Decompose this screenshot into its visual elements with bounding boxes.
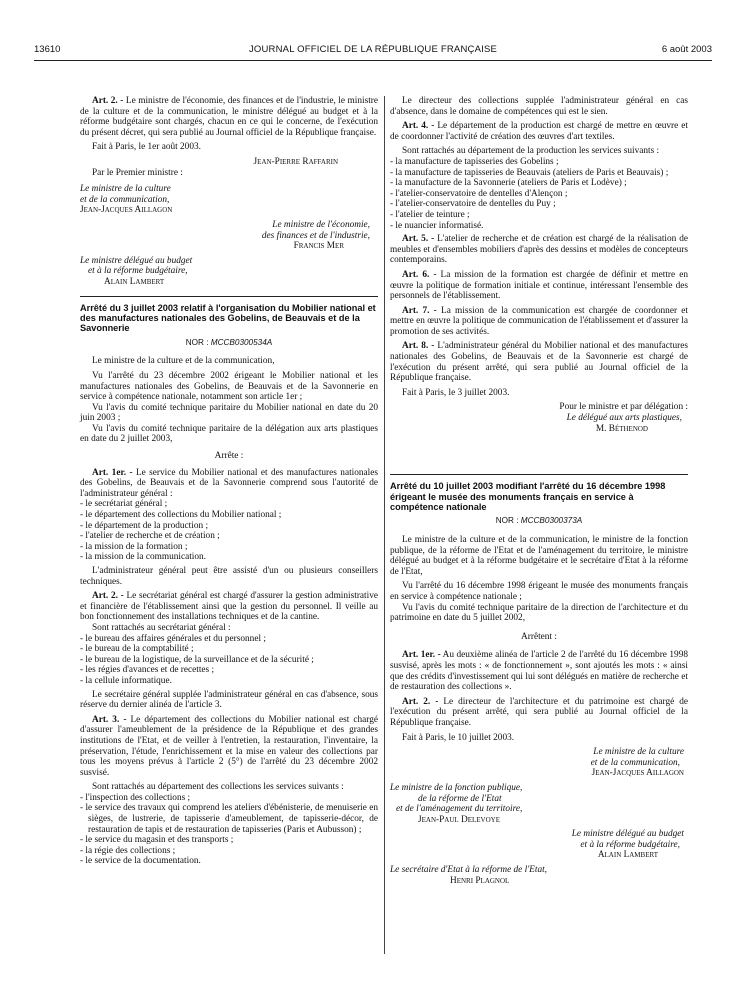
signatory-name: Alain Lambert (597, 850, 658, 861)
decree-title: Arrêté du 3 juillet 2003 relatif à l'organisation du Mobilier national et des manufactures nationales des Gobelins, de Beauvais et de la Savonnerie (80, 302, 376, 334)
list-item: - le bureau de la logistique, de la surveillance et de la sécurité ; (80, 654, 314, 665)
article-paragraph: Art. 1er. - Le service du Mobilier national et des manufactures nationales des Gobelins, de Beauvais et de la Savonnerie comprend sous l'autorité de l'administrateur général : (80, 467, 378, 499)
signatory-title: et de la communication, (80, 194, 170, 205)
signatory-title: Le ministre de la culture (593, 747, 684, 758)
page-number: 13610 (34, 44, 61, 55)
visa: Vu l'avis du comité technique paritaire de la délégation aux arts plastiques en date du 2 juillet 2003, (80, 423, 378, 445)
signatory-title: de la réforme de l'Etat (418, 793, 502, 804)
issue-date: 6 août 2003 (661, 44, 712, 55)
list-intro: Sont rattachés au département de la production les services suivants : (402, 146, 660, 157)
article-paragraph: Art. 1er. - Au deuxième alinéa de l'article 2 de l'arrêté du 16 décembre 1998 susvisé, après les mots : « de fonctionnement », sont ajoutés les mots : « ainsi que des crédits d'investissement qui lui sont délégués en matière de recherche et de restauration des collections ». (390, 650, 688, 693)
signatory-name: Henri Plagnol (450, 875, 510, 886)
visa: Vu l'avis du comité technique paritaire de la direction de l'architecture et du patrimoine en date du 5 juillet 2002, (390, 602, 688, 624)
article-paragraph: Art. 2. - Le ministre de l'économie, des finances et de l'industrie, le ministre de la culture et de la communication, le ministre délégué au budget et à la réforme budgétaire sont chargés, chacun en ce qui le concerne, de l'exécution du présent décret, qui sera publié au Journal officiel de la République française. (80, 96, 378, 138)
signatory-name: M. Béthenod (595, 423, 648, 434)
signature-authority: Pour le ministre et par délégation : (559, 402, 688, 413)
page-header (34, 44, 712, 58)
visa: Vu l'arrêté du 23 décembre 2002 érigeant le Mobilier national et les manufactures nationales des Gobelins, de Beauvais et de la Savonnerie en service à compétence nationale, notamment son article 1er ; (80, 370, 378, 403)
list-item: - les régies d'avances et de recettes ; (80, 665, 215, 676)
list-item: - l'atelier de teinture ; (390, 209, 470, 220)
list-item: - la cellule informatique. (80, 675, 172, 686)
signatory-name: Francis Mer (293, 241, 344, 252)
signature-date: Fait à Paris, le 3 juillet 2003. (402, 387, 510, 398)
article-list (80, 634, 378, 687)
article-paragraph: Art. 3. - Le département des collections du Mobilier national est chargé d'assurer l'ameublement de la présidence de la République et des grandes institutions de l'Etat, et de veiller à l'entretien, la restauration, l'inventaire, la préservation, l'étude, l'enrichissement et la mise en valeur des collections par tous les moyens prévus à l'article 2 (5°) de l'arrêté du 23 décembre 2002 susvisé. (80, 714, 379, 778)
article-paragraph: Art. 4. - Le département de la production est chargé de mettre en œuvre et de coordonner l'activité de création des œuvres d'art textiles. (390, 121, 688, 142)
section-rule (80, 296, 378, 297)
list-item: - l'inspection des collections ; (80, 792, 191, 803)
right-column (390, 96, 688, 886)
visa: Vu l'avis du comité technique paritaire du Mobilier national en date du 20 juin 2003 ; (80, 402, 378, 424)
article-list (80, 499, 378, 563)
list-item: - l'atelier de recherche et de création ; (80, 531, 220, 542)
list-item: - le département de la production ; (80, 520, 209, 531)
enacting-clause: Arrête : (214, 451, 244, 462)
nor-reference: NOR : MCCB0300373A (495, 516, 583, 526)
list-item: - la mission de la formation ; (80, 541, 188, 552)
signature-date: Fait à Paris, le 10 juillet 2003. (402, 732, 515, 743)
signatory-title: Le ministre délégué au budget (571, 829, 684, 840)
signatory-title: Le ministre de l'économie, (272, 219, 370, 230)
signatory-title: des finances et de l'industrie, (261, 230, 370, 241)
preamble: Le ministre de la culture et de la communication, (92, 356, 275, 367)
signatory-name: Jean-Pierre Raffarin (253, 156, 338, 167)
list-item: - l'atelier-conservatoire de dentelles d'Alençon ; (390, 188, 568, 199)
article-paragraph: Art. 6. - La mission de la formation est chargée de définir et mettre en œuvre la politique de formation initiale et continue, intéressant l'ensemble des personnels de l'établissement. (390, 269, 688, 302)
article-paragraph: Art. 5. - L'atelier de recherche et de création est chargé de la réalisation de meubles et d'ensembles mobiliers d'après des dessins et modèles de concepteurs contemporains. (390, 234, 688, 266)
list-item: - le nuancier informatisé. (390, 220, 484, 231)
signatory-title: et de la communication, (590, 757, 680, 768)
column-divider (384, 96, 385, 954)
article-paragraph: Le directeur des collections supplée l'administrateur général en cas d'absence, dans le domaine de compétences qui est le sien. (390, 96, 688, 117)
article-paragraph: Art. 2. - Le directeur de l'architecture et du patrimoine est chargé de l'exécution du présent arrêté, qui sera publié au Journal officiel de la République française. (390, 696, 688, 728)
list-item: - le bureau de la comptabilité ; (80, 644, 194, 655)
list-item: - l'atelier-conservatoire de dentelles du Puy ; (390, 199, 556, 210)
list-intro: Sont rattachés au département des collections les services suivants : (92, 782, 344, 793)
signatory-title: Le délégué aux arts plastiques, (566, 413, 682, 424)
left-column (80, 96, 378, 870)
article-paragraph: L'administrateur général peut être assisté d'un ou plusieurs conseillers techniques. (80, 566, 378, 587)
list-item: - le secrétariat général ; (80, 499, 168, 510)
journal-title: JOURNAL OFFICIEL DE LA RÉPUBLIQUE FRANÇAISE (248, 44, 498, 55)
list-intro: Sont rattachés au secrétariat général : (92, 622, 231, 633)
decree-title: Arrêté du 10 juillet 2003 modifiant l'arrêté du 16 décembre 1998 érigeant le musée des monuments français en service à compétence nationale (390, 481, 666, 513)
list-item: - le bureau des affaires générales et du personnel ; (80, 633, 266, 644)
article-paragraph: Art. 8. - L'administrateur général du Mobilier national et des manufactures nationales des Gobelins, de Beauvais et de la Savonnerie est chargé de l'exécution du présent arrêté, qui sera publié au Journal officiel de la République française. (390, 341, 688, 384)
enacting-clause: Arrêtent : (521, 631, 557, 642)
signature-date: Fait à Paris, le 1er août 2003. (92, 142, 201, 153)
article-list (390, 157, 688, 231)
list-item: - la manufacture de tapisseries des Gobelins ; (390, 156, 559, 167)
list-item: - le département des collections du Mobilier national ; (80, 510, 282, 521)
list-item: - le service du magasin et des transports ; (80, 835, 234, 846)
list-item: - le service des travaux qui comprend les ateliers d'ébénisterie, de menuiserie en sièges, de lustrerie, de tapisserie d'ameublement, de tapisserie-décor, de restauration de tapis et de restauration de tapisseries (Paris et Aubusson) ; (80, 803, 378, 835)
section-rule (390, 474, 688, 475)
signatory-title: Le ministre de la fonction publique, (390, 782, 523, 793)
signatory-title: et à la réforme budgétaire, (88, 266, 188, 277)
signatory-name: Jean-Jacques Aillagon (80, 205, 173, 216)
visa: Vu l'arrêté du 16 décembre 1998 érigeant le musée des monuments français en service à compétence nationale ; (390, 581, 688, 602)
header-rule (34, 60, 712, 61)
list-item: - la régie des collections ; (80, 845, 176, 856)
signatory-name: Jean-Paul Delevoye (418, 814, 500, 825)
signature-authority: Par le Premier ministre : (92, 167, 183, 178)
signatory-name: Jean-Jacques Aillagon (591, 768, 684, 779)
article-list (80, 793, 378, 867)
nor-reference: NOR : MCCB0300534A (185, 337, 273, 347)
preamble: Le ministre de la culture et de la communication, le ministre de la fonction publique, de la réforme de l'Etat et de l'aménagement du territoire, le ministre délégué au budget et à la réforme budgétaire et le secrétaire d'Etat à la réforme de l'Etat, (390, 535, 688, 577)
signatory-title: Le secrétaire d'Etat à la réforme de l'Etat, (390, 865, 548, 876)
signatory-title: et de l'aménagement du territoire, (396, 804, 523, 815)
article-paragraph: Art. 7. - La mission de la communication est chargée de coordonner et mettre en œuvre la politique de communication de l'établissement et d'assurer la promotion de ses activités. (390, 305, 688, 337)
signatory-title: et à la réforme budgétaire, (580, 839, 680, 850)
article-paragraph: Art. 2. - Le secrétariat général est chargé d'assurer la gestion administrative et financière de l'établissement ainsi que la gestion du personnel. Il veille au bon fonctionnement des installations techniques et de la cantine. (80, 591, 378, 623)
article-paragraph: Le secrétaire général supplée l'administrateur général en cas d'absence, sous réserve du dernier alinéa de l'article 3. (80, 689, 378, 711)
signatory-title: Le ministre de la culture (80, 184, 171, 195)
signatory-title: Le ministre délégué au budget (80, 255, 193, 266)
list-item: - la manufacture de tapisseries de Beauvais (ateliers de Paris et Beauvais) ; (390, 167, 669, 178)
list-item: - le service de la documentation. (80, 856, 201, 867)
list-item: - la mission de la communication. (80, 552, 206, 563)
signatory-name: Alain Lambert (104, 276, 165, 287)
list-item: - la manufacture de la Savonnerie (ateliers de Paris et Lodève) ; (390, 178, 627, 189)
